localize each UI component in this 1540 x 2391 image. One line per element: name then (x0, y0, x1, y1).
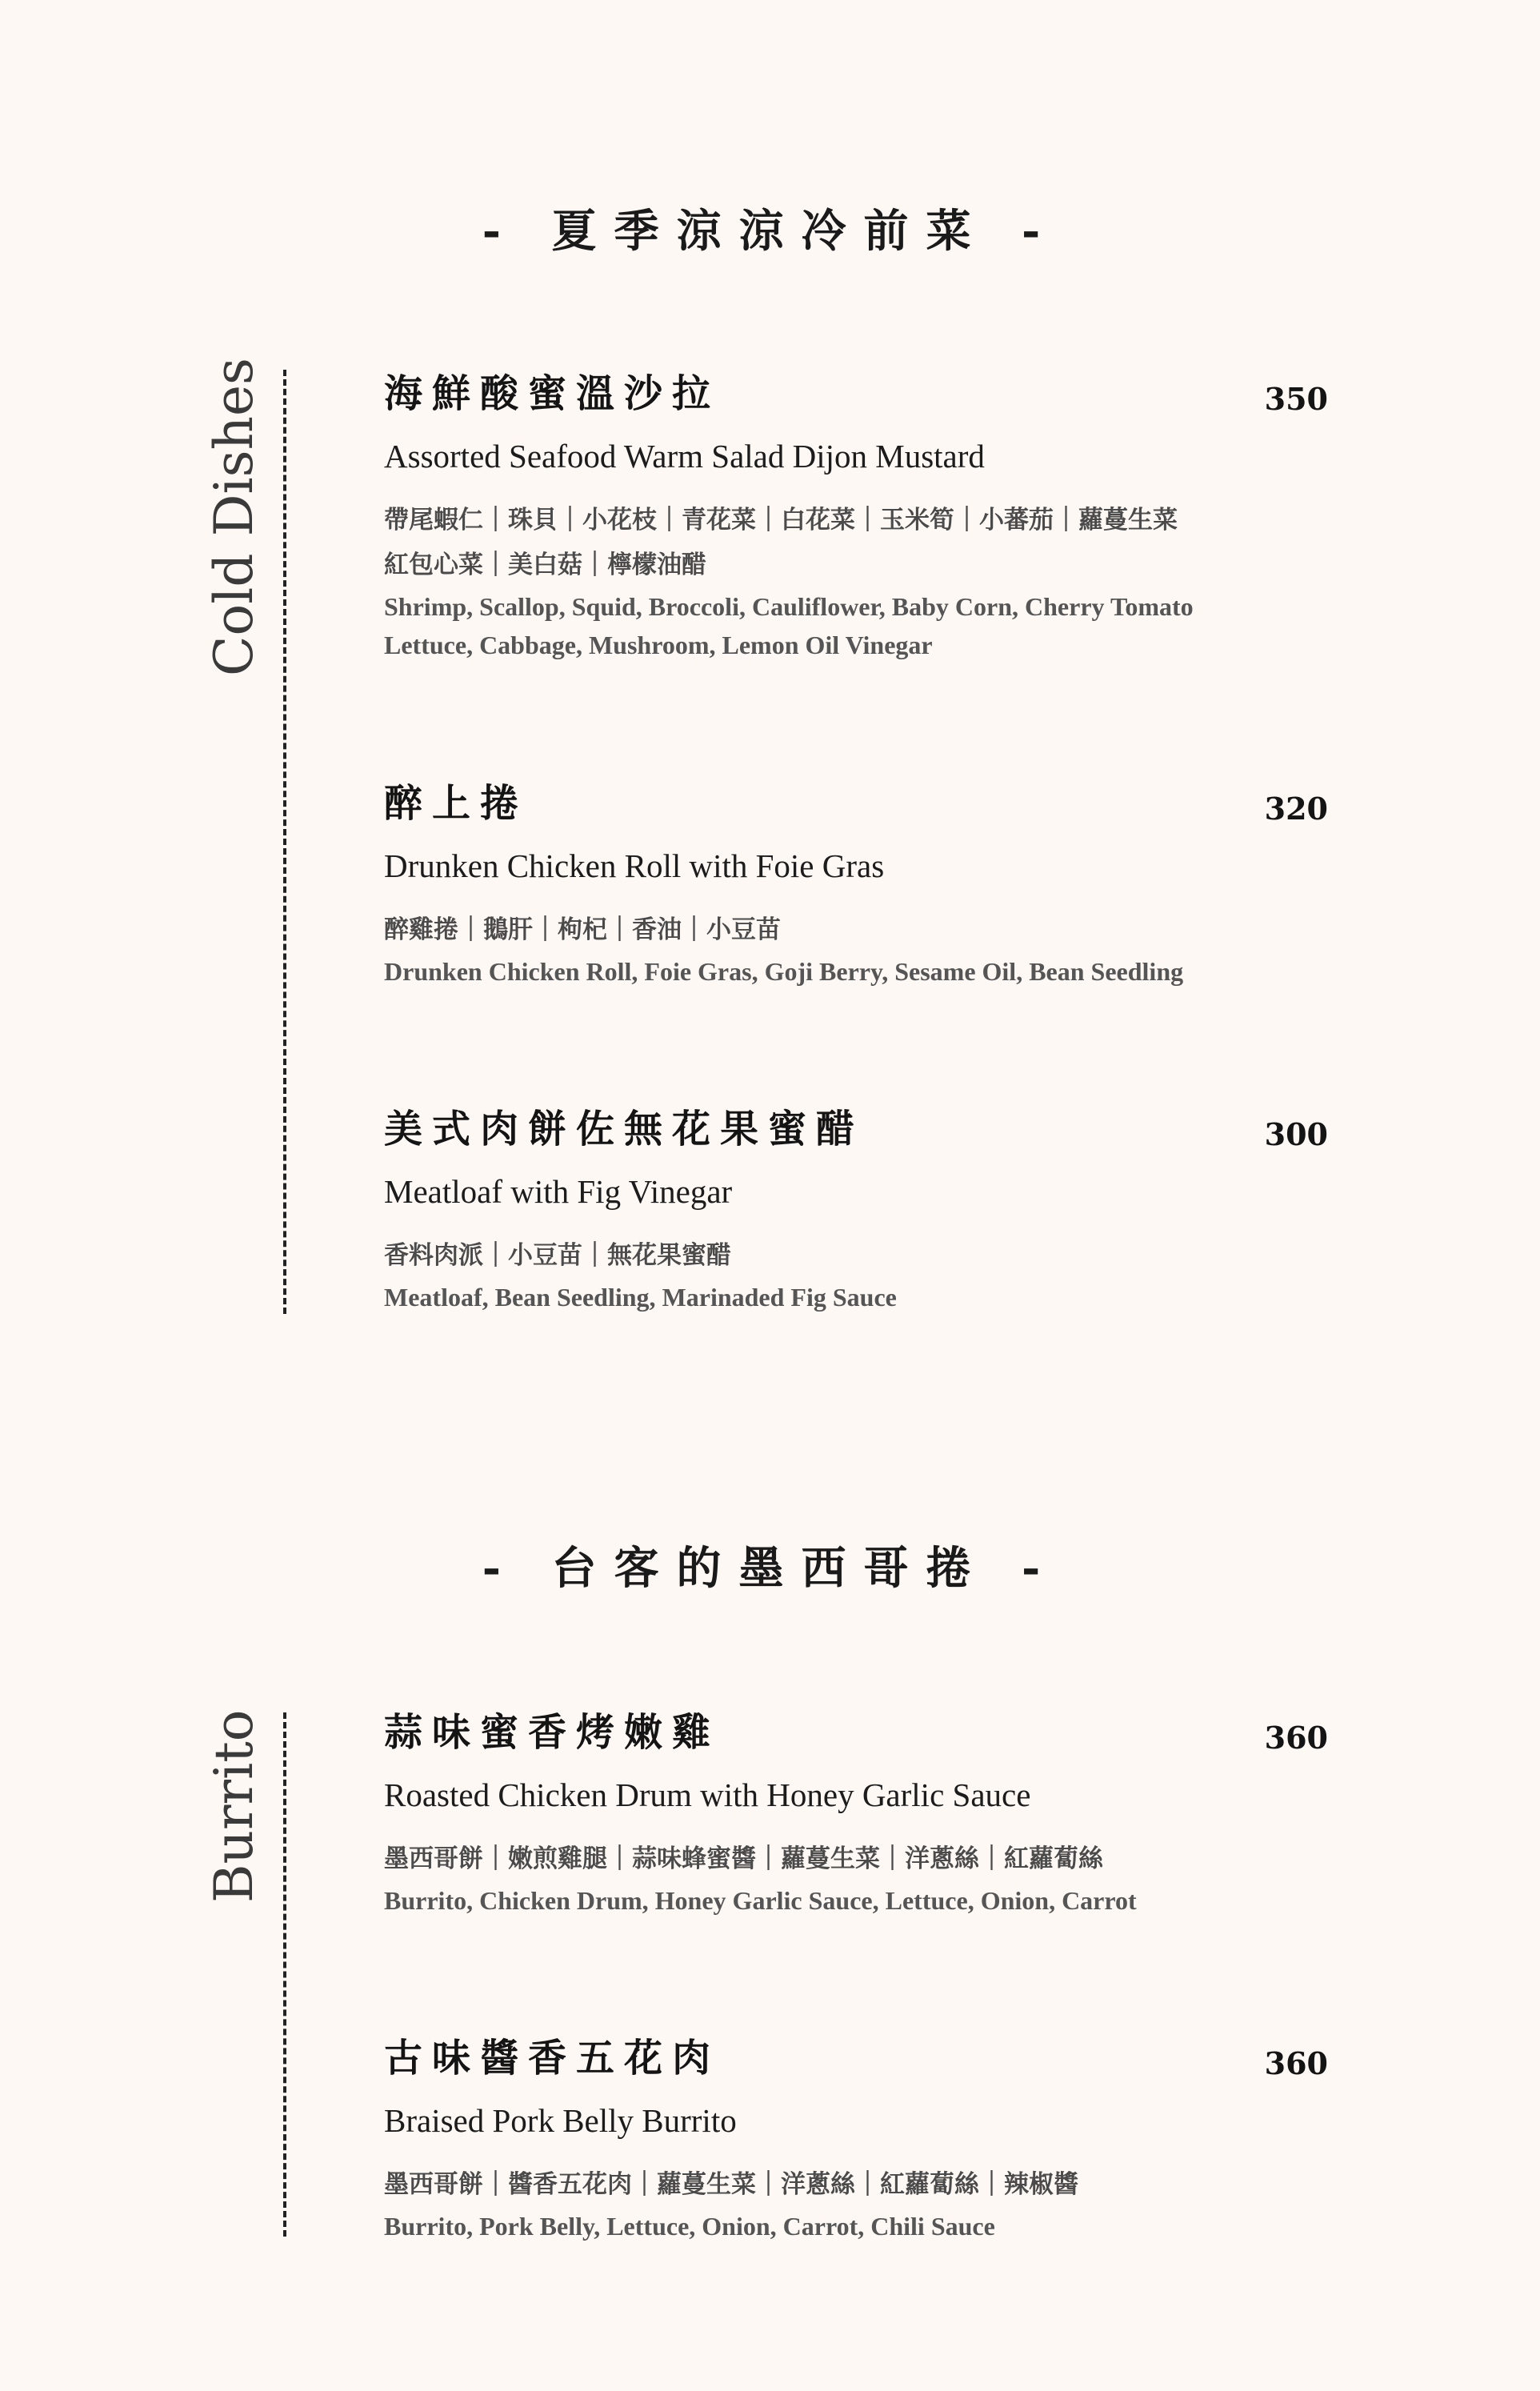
menu-item (384, 1105, 1328, 1316)
item-ingredients-en: Meatloaf, Bean Seedling, Marinaded Fig Sauce (384, 1283, 897, 1312)
item-name-zh: 美式肉餅佐無花果蜜醋 (384, 1107, 865, 1151)
item-name-zh: 蒜味蜜香烤嫩雞 (384, 1710, 721, 1755)
item-name-zh: 海鮮酸蜜溫沙拉 (384, 371, 721, 416)
item-ingredients-en: Burrito, Pork Belly, Lettuce, Onion, Carrot, Chili Sauce (384, 2212, 995, 2241)
menu-item (384, 2034, 1328, 2245)
section-title-cold-dishes: - 夏季涼涼冷前菜 - (482, 205, 1058, 258)
item-name-en: Roasted Chicken Drum with Honey Garlic Sauce (384, 1776, 1031, 1813)
dashed-divider (283, 1712, 286, 2237)
item-price: 360 (1264, 2045, 1328, 2081)
item-price: 360 (1264, 1720, 1328, 1756)
item-price: 350 (1264, 381, 1328, 417)
item-name-zh: 古味醬香五花肉 (384, 2036, 721, 2081)
dashed-divider (283, 370, 286, 1314)
item-ingredients-zh: 香料肉派｜小豆苗｜無花果蜜醋 (384, 1241, 731, 1270)
item-price: 320 (1264, 791, 1328, 827)
item-ingredients-zh: 帶尾蝦仁｜珠貝｜小花枝｜青花菜｜白花菜｜玉米筍｜小蕃茄｜蘿蔓生菜 紅包心菜｜美白菇｜檸檬油醋 (384, 506, 1178, 579)
item-name-zh: 醉上捲 (384, 781, 529, 826)
item-ingredients-en: Drunken Chicken Roll, Foie Gras, Goji Berry, Sesame Oil, Bean Seedling (384, 957, 1184, 986)
item-name-en: Braised Pork Belly Burrito (384, 2102, 737, 2139)
item-name-en: Meatloaf with Fig Vinegar (384, 1173, 733, 1210)
item-price: 300 (1264, 1116, 1328, 1152)
item-name-en: Assorted Seafood Warm Salad Dijon Mustard (384, 438, 985, 475)
item-name-en: Drunken Chicken Roll with Foie Gras (384, 847, 885, 884)
item-ingredients-zh: 墨西哥餅｜嫩煎雞腿｜蒜味蜂蜜醬｜蘿蔓生菜｜洋蔥絲｜紅蘿蔔絲 (384, 1844, 1103, 1873)
menu-item (384, 1708, 1328, 1920)
menu-item (384, 370, 1328, 664)
item-ingredients-en: Shrimp, Scallop, Squid, Broccoli, Cauliflower, Baby Corn, Cherry Tomato Lettuce, Cabbage, Mushroom, Lemon Oil Vinegar (384, 592, 1194, 659)
item-ingredients-en: Burrito, Chicken Drum, Honey Garlic Sauce, Lettuce, Onion, Carrot (384, 1886, 1137, 1915)
item-ingredients-zh: 醉雞捲｜鵝肝｜枸杞｜香油｜小豆苗 (384, 915, 781, 944)
menu-item (384, 779, 1328, 991)
side-label-burrito: Burrito (203, 1709, 265, 1903)
section-title-burrito: - 台客的墨西哥捲 - (482, 1542, 1058, 1595)
side-label-cold-dishes: Cold Dishes (203, 358, 265, 676)
item-ingredients-zh: 墨西哥餅｜醬香五花肉｜蘿蔓生菜｜洋蔥絲｜紅蘿蔔絲｜辣椒醬 (384, 2170, 1078, 2199)
